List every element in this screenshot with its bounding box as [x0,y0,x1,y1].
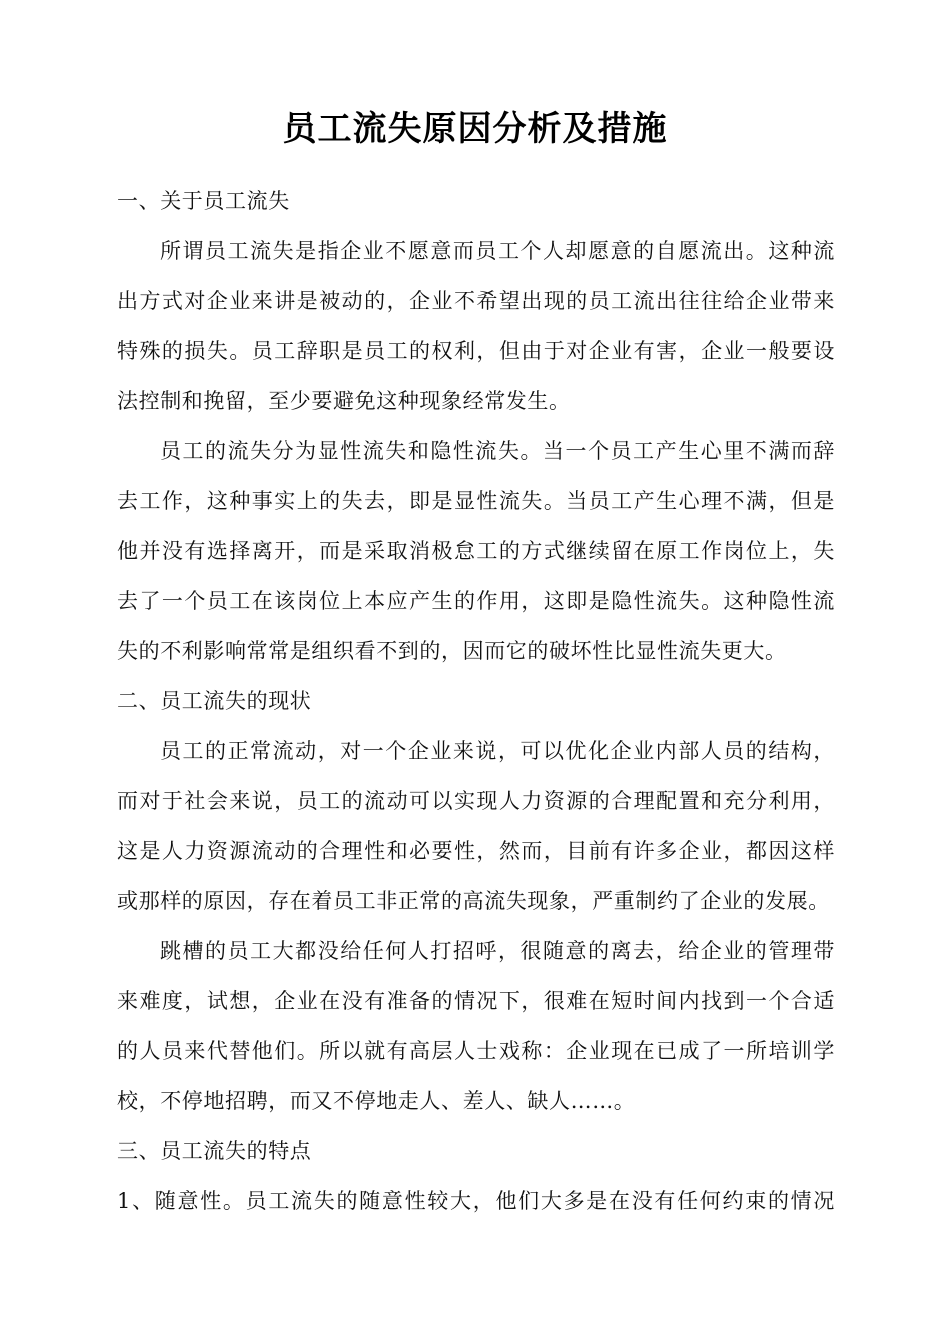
paragraph-line: 校，不停地招聘，而又不停地走人、差人、缺人……。 [117,1089,636,1113]
paragraph-line: 法控制和挽留，至少要避免这种现象经常发生。 [117,389,571,413]
document-title: 员工流失原因分析及措施 [282,109,668,149]
paragraph-line: 所谓员工流失是指企业不愿意而员工个人却愿意的自愿流出。这种流 [160,239,835,263]
section-heading-1: 一、关于员工流失 [117,189,290,213]
paragraph-line: 的人员来代替他们。所以就有高层人士戏称：企业现在已成了一所培训学 [117,1039,835,1063]
paragraph-line: 员工的流失分为显性流失和隐性流失。当一个员工产生心里不满而辞 [160,439,835,463]
paragraph-line: 而对于社会来说，员工的流动可以实现人力资源的合理配置和充分利用， [117,789,835,813]
paragraph-line: 他并没有选择离开，而是采取消极怠工的方式继续留在原工作岗位上，失 [117,539,835,563]
paragraph-line: 失的不利影响常常是组织看不到的，因而它的破坏性比显性流失更大。 [117,639,787,663]
paragraph-line: 出方式对企业来讲是被动的，企业不希望出现的员工流出往往给企业带来 [117,289,835,313]
section-heading-2: 二、员工流失的现状 [117,689,312,713]
paragraph-line: 去工作，这种事实上的失去，即是显性流失。当员工产生心理不满，但是 [117,489,835,513]
paragraph-line: 1、随意性。员工流失的随意性较大，他们大多是在没有任何约束的情况 [117,1189,835,1213]
paragraph-line: 跳槽的员工大都没给任何人打招呼，很随意的离去，给企业的管理带 [160,939,835,963]
section-heading-3: 三、员工流失的特点 [117,1139,312,1163]
paragraph-line: 去了一个员工在该岗位上本应产生的作用，这即是隐性流失。这种隐性流 [117,589,835,613]
paragraph-line: 来难度，试想，企业在没有准备的情况下，很难在短时间内找到一个合适 [117,989,835,1013]
paragraph-line: 这是人力资源流动的合理性和必要性，然而，目前有许多企业，都因这样 [117,839,835,863]
document-body [117,176,835,1226]
paragraph-line: 或那样的原因，存在着员工非正常的高流失现象，严重制约了企业的发展。 [117,889,830,913]
paragraph-line: 员工的正常流动，对一个企业来说，可以优化企业内部人员的结构， [160,739,835,763]
paragraph-line: 特殊的损失。员工辞职是员工的权利，但由于对企业有害，企业一般要设 [117,339,835,363]
